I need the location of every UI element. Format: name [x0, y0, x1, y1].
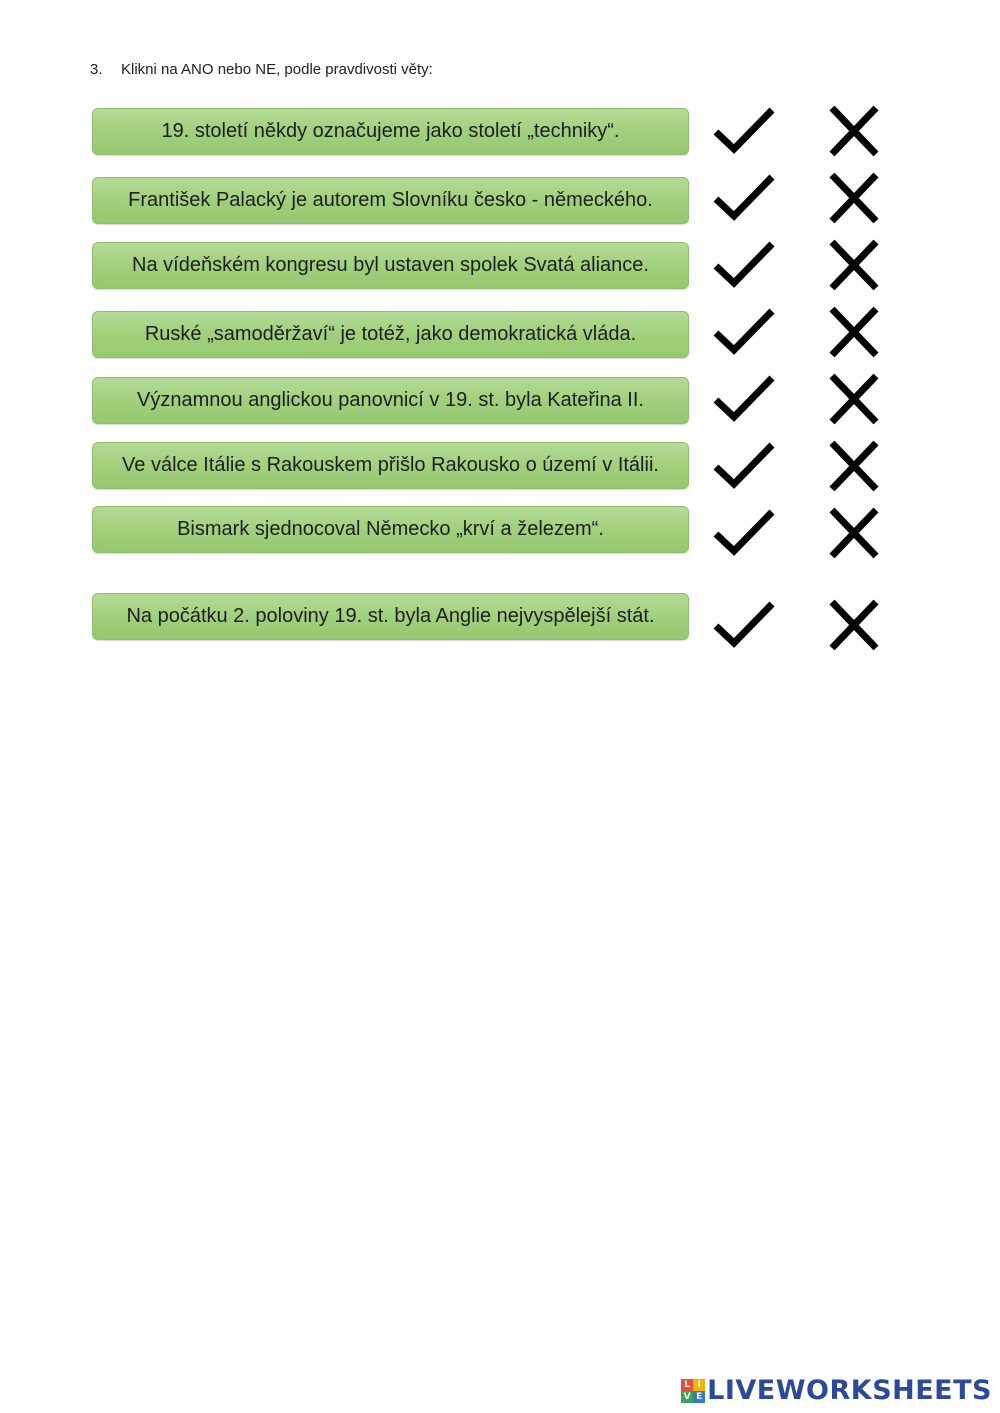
- no-cross-icon[interactable]: [824, 439, 888, 495]
- yes-checkmark-icon[interactable]: [712, 598, 776, 654]
- statement-box: Na počátku 2. poloviny 19. st. byla Anglie nejvyspělejší stát.: [92, 593, 689, 640]
- logo-letter: E: [693, 1391, 705, 1403]
- yes-checkmark-icon[interactable]: [712, 238, 776, 294]
- yes-checkmark-icon[interactable]: [712, 104, 776, 160]
- brand-name: LIVEWORKSHEETS: [707, 1375, 992, 1406]
- logo-letter: V: [681, 1391, 693, 1403]
- statement-box: 19. století někdy označujeme jako století „techniky“.: [92, 108, 689, 155]
- no-cross-icon[interactable]: [824, 171, 888, 227]
- statement-box: Bismark sjednocoval Německo „krví a železem“.: [92, 506, 689, 553]
- instruction-number: 3.: [90, 61, 103, 78]
- yes-checkmark-icon[interactable]: [712, 439, 776, 495]
- liveworksheets-logo-icon: [681, 1379, 705, 1403]
- no-cross-icon[interactable]: [824, 598, 888, 654]
- instruction-text: Klikni na ANO nebo NE, podle pravdivosti věty:: [121, 61, 433, 78]
- yes-checkmark-icon[interactable]: [712, 171, 776, 227]
- no-cross-icon[interactable]: [824, 238, 888, 294]
- no-cross-icon[interactable]: [824, 104, 888, 160]
- liveworksheets-branding: [681, 1376, 992, 1406]
- statement-box: Významnou anglickou panovnicí v 19. st. byla Kateřina II.: [92, 377, 689, 424]
- yes-checkmark-icon[interactable]: [712, 506, 776, 562]
- statement-box: Ve válce Itálie s Rakouskem přišlo Rakousko o území v Itálii.: [92, 442, 689, 489]
- no-cross-icon[interactable]: [824, 506, 888, 562]
- statement-box: František Palacký je autorem Slovníku česko - německého.: [92, 177, 689, 224]
- statement-box: Na vídeňském kongresu byl ustaven spolek Svatá aliance.: [92, 242, 689, 289]
- logo-letter: I: [693, 1379, 705, 1391]
- no-cross-icon[interactable]: [824, 305, 888, 361]
- instruction: [90, 61, 433, 78]
- no-cross-icon[interactable]: [824, 372, 888, 428]
- logo-letter: L: [681, 1379, 693, 1391]
- statement-box: Ruské „samoděržaví“ je totéž, jako demokratická vláda.: [92, 311, 689, 358]
- yes-checkmark-icon[interactable]: [712, 372, 776, 428]
- yes-checkmark-icon[interactable]: [712, 305, 776, 361]
